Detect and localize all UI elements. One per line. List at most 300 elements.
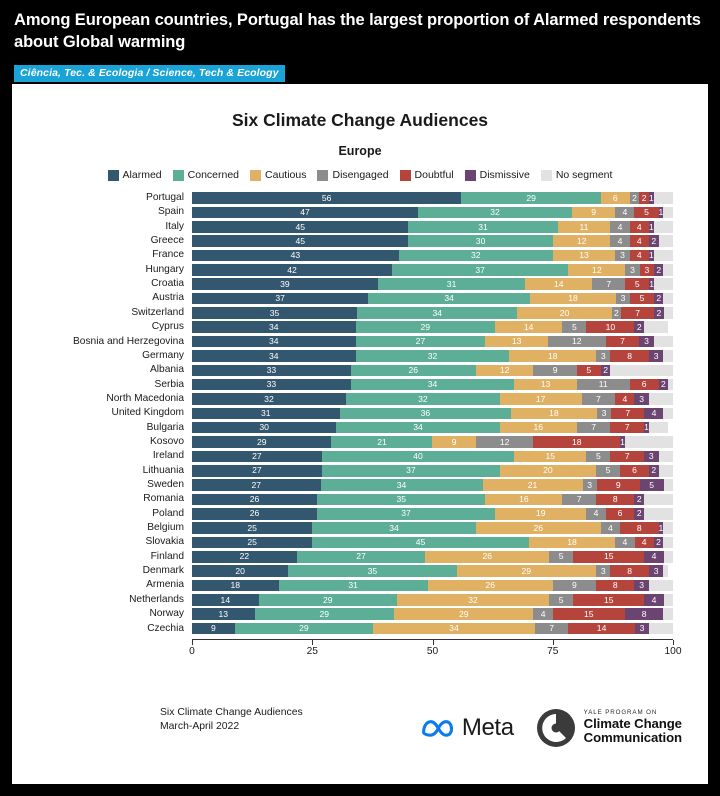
- bar-segment-disengaged: [592, 278, 625, 290]
- bar-segment-disengaged: [533, 608, 552, 620]
- bar-value-label: 4: [617, 221, 623, 232]
- meta-infinity-icon: [420, 717, 456, 739]
- bar-segment-concerned: [235, 623, 373, 635]
- bar-segment-dismissive: [654, 264, 664, 276]
- bar-value-label: 4: [651, 594, 657, 605]
- bar-value-label: 32: [427, 350, 438, 361]
- bar-value-label: 2: [656, 293, 662, 304]
- legend-item-concerned[interactable]: [173, 169, 239, 181]
- category-tag[interactable]: Ciência, Tec. & Ecologia / Science, Tech & Ecology: [14, 65, 285, 82]
- bar-value-label: 9: [615, 479, 621, 490]
- bar-segment-alarmed: [192, 422, 336, 434]
- bar-value-label: 11: [579, 221, 589, 232]
- chart-row: [151, 320, 673, 334]
- bar-value-label: 14: [553, 278, 564, 289]
- bar-value-label: 3: [620, 293, 626, 304]
- bar-value-label: 35: [367, 565, 378, 576]
- stacked-bar: [192, 235, 673, 247]
- stacked-bar: [192, 422, 673, 434]
- bar-value-label: 27: [415, 336, 426, 347]
- bar-segment-disengaged: [562, 494, 596, 506]
- bar-value-label: 18: [568, 293, 578, 304]
- bar-segment-dismissive: [649, 465, 659, 477]
- meta-logo: [420, 714, 514, 742]
- bar-segment-doubtful: [533, 436, 620, 448]
- bar-value-label: 15: [603, 551, 614, 562]
- bar-value-label: 18: [567, 537, 577, 548]
- bar-segment-no-segment: [663, 207, 673, 219]
- y-axis-label: Sweden: [147, 479, 184, 490]
- bar-segment-dismissive: [634, 580, 648, 592]
- bar-segment-disengaged: [596, 565, 610, 577]
- bar-segment-alarmed: [192, 508, 317, 520]
- bar-value-label: 40: [413, 451, 423, 462]
- bar-value-label: 4: [593, 508, 599, 519]
- bar-segment-doubtful: [621, 307, 654, 319]
- chart-row: [150, 550, 673, 564]
- bar-segment-concerned: [351, 365, 476, 377]
- bar-segment-dismissive: [634, 393, 648, 405]
- bar-segment-doubtful: [615, 393, 634, 405]
- bar-segment-no-segment: [644, 508, 673, 520]
- bar-segment-alarmed: [192, 580, 279, 592]
- y-axis-label: Cyprus: [151, 321, 184, 333]
- bar-segment-no-segment: [654, 221, 673, 233]
- bar-value-label: 20: [235, 565, 245, 576]
- bar-segment-doubtful: [610, 451, 644, 463]
- chart-row: [143, 492, 673, 506]
- bar-segment-doubtful: [611, 408, 644, 420]
- bar-segment-concerned: [351, 379, 515, 391]
- stacked-bar: [192, 608, 673, 620]
- bar-value-label: 3: [600, 350, 606, 361]
- bar-value-label: 32: [264, 393, 274, 404]
- x-axis-tick: [192, 640, 193, 645]
- bar-value-label: 3: [644, 264, 650, 275]
- bar-value-label: 1: [648, 221, 654, 232]
- chart-card: [12, 84, 708, 784]
- bar-value-label: 4: [622, 537, 628, 548]
- y-axis-label: Germany: [142, 349, 184, 361]
- bar-segment-dismissive: [659, 379, 669, 391]
- bar-segment-disengaged: [533, 365, 576, 377]
- bar-segment-concerned: [408, 221, 557, 233]
- bar-value-label: 34: [427, 379, 438, 390]
- y-axis-label: Slovakia: [145, 536, 184, 548]
- bar-segment-concerned: [255, 608, 394, 620]
- bar-value-label: 3: [630, 264, 635, 275]
- bar-value-label: 2: [656, 307, 662, 318]
- y-axis-label: Bosnia and Herzegovina: [72, 335, 184, 347]
- bar-segment-concerned: [336, 422, 500, 434]
- chart-row: [146, 421, 673, 435]
- bar-segment-doubtful: [630, 293, 654, 305]
- bar-value-label: 14: [523, 321, 534, 332]
- stacked-bar: [192, 379, 673, 391]
- bar-segment-disengaged: [601, 522, 620, 534]
- yale-program-label: YALE PROGRAM ON: [583, 708, 658, 716]
- bar-segment-doubtful: [610, 565, 648, 577]
- bar-value-label: 31: [261, 408, 271, 419]
- legend-swatch-icon: [465, 170, 476, 181]
- bar-value-label: 4: [641, 537, 647, 548]
- bar-value-label: 29: [526, 192, 536, 203]
- bar-segment-disengaged: [586, 508, 605, 520]
- legend-item-cautious[interactable]: [250, 169, 306, 181]
- bar-value-label: 26: [533, 522, 544, 533]
- bar-value-label: 4: [651, 408, 657, 419]
- bar-segment-disengaged: [630, 192, 640, 204]
- bar-value-label: 39: [280, 278, 290, 289]
- x-axis-tick-label: 0: [189, 645, 195, 657]
- bar-value-label: 1: [644, 422, 649, 433]
- bar-value-label: 13: [540, 379, 551, 390]
- bar-value-label: 8: [612, 580, 618, 591]
- stacked-bar: [192, 537, 673, 549]
- bar-segment-dismissive: [644, 408, 663, 420]
- bar-value-label: 4: [651, 551, 657, 562]
- bar-segment-doubtful: [606, 336, 640, 348]
- bar-value-label: 37: [275, 293, 285, 304]
- bar-value-label: 32: [468, 594, 478, 605]
- bar-value-label: 34: [268, 336, 279, 347]
- y-axis-label: Ireland: [152, 450, 184, 462]
- bar-segment-no-segment: [663, 264, 673, 276]
- y-axis-label: North Macedonia: [106, 392, 184, 404]
- y-axis-label: Finland: [150, 550, 184, 562]
- stacked-bar: [192, 207, 673, 219]
- bar-value-label: 31: [348, 580, 358, 591]
- bar-value-label: 37: [475, 264, 485, 275]
- bar-segment-disengaged: [625, 264, 639, 276]
- legend-label: Alarmed: [122, 169, 162, 181]
- legend-item-doubtful[interactable]: [400, 169, 454, 181]
- bar-segment-alarmed: [192, 293, 368, 305]
- chart-row: [147, 478, 673, 492]
- bar-segment-no-segment: [610, 365, 673, 377]
- bar-value-label: 5: [558, 551, 564, 562]
- bar-value-label: 26: [408, 365, 419, 375]
- bar-value-label: 33: [266, 365, 277, 375]
- legend-swatch-icon: [250, 170, 261, 181]
- bar-value-label: 7: [596, 393, 601, 404]
- bar-segment-alarmed: [192, 379, 351, 391]
- bar-value-label: 7: [624, 451, 630, 462]
- bar-value-label: 25: [247, 537, 257, 548]
- bar-segment-cautious: [394, 608, 533, 620]
- bar-segment-dismissive: [654, 293, 664, 305]
- bar-segment-no-segment: [668, 379, 673, 391]
- chart-row: [157, 205, 673, 219]
- bar-value-label: 1: [658, 207, 664, 218]
- legend-label: Disengaged: [332, 169, 389, 181]
- bar-segment-dismissive: [654, 537, 664, 549]
- legend-swatch-icon: [400, 170, 411, 181]
- bar-segment-cautious: [553, 235, 611, 247]
- bar-value-label: 30: [259, 422, 269, 433]
- bar-value-label: 6: [612, 192, 618, 203]
- stacked-bar: [192, 522, 673, 534]
- chart-row: [129, 593, 673, 607]
- bar-segment-concerned: [356, 336, 486, 348]
- bar-value-label: 1: [658, 522, 664, 533]
- bar-segment-doubtful: [586, 321, 634, 333]
- legend-label: Cautious: [265, 169, 307, 181]
- bar-segment-no-segment: [649, 580, 673, 592]
- bar-segment-alarmed: [192, 365, 351, 377]
- bar-segment-concerned: [322, 451, 514, 463]
- bar-value-label: 8: [636, 522, 642, 533]
- legend-item-dismissive[interactable]: [465, 169, 530, 181]
- bar-segment-cautious: [572, 207, 615, 219]
- legend-swatch-icon: [541, 170, 552, 181]
- y-axis-label: Norway: [149, 608, 184, 620]
- bar-value-label: 18: [549, 408, 559, 419]
- bar-segment-alarmed: [192, 393, 346, 405]
- chart-row: [142, 564, 673, 578]
- stacked-bar: [192, 623, 673, 635]
- bar-value-label: 1: [649, 278, 654, 289]
- bar-segment-concerned: [408, 235, 552, 247]
- bar-segment-cautious: [514, 379, 577, 391]
- bar-value-label: 4: [540, 608, 546, 619]
- bar-value-label: 42: [287, 264, 297, 275]
- bar-value-label: 5: [644, 207, 649, 218]
- bar-value-label: 2: [656, 537, 661, 548]
- bar-segment-disengaged: [615, 250, 629, 262]
- bar-segment-disengaged: [616, 293, 630, 305]
- bar-segment-doubtful: [573, 594, 644, 606]
- bar-value-label: 7: [620, 336, 625, 347]
- y-axis-label: Spain: [157, 206, 184, 218]
- bar-value-label: 29: [256, 436, 267, 447]
- bar-segment-concerned: [322, 465, 500, 477]
- bar-value-label: 7: [606, 278, 612, 289]
- chart-row: [142, 349, 673, 363]
- stacked-bar: [192, 436, 673, 448]
- bar-value-label: 4: [636, 250, 642, 261]
- bar-segment-disengaged: [549, 551, 573, 563]
- bar-value-label: 15: [584, 608, 594, 619]
- bar-segment-alarmed: [192, 451, 322, 463]
- yale-line-1: Climate Change: [583, 715, 682, 731]
- bar-segment-no-segment: [649, 422, 668, 434]
- bar-value-label: 10: [605, 321, 616, 332]
- bar-value-label: 30: [475, 235, 486, 246]
- bar-value-label: 2: [632, 192, 637, 203]
- bar-segment-no-segment: [664, 551, 674, 563]
- bar-segment-dismissive: [625, 608, 663, 620]
- bar-value-label: 26: [482, 551, 493, 562]
- bar-segment-doubtful: [639, 192, 649, 204]
- stacked-bar: [192, 307, 673, 319]
- bar-segment-concerned: [356, 350, 510, 362]
- bar-value-label: 29: [420, 321, 431, 332]
- bar-value-label: 19: [535, 508, 546, 519]
- bar-segment-doubtful: [620, 522, 658, 534]
- x-axis-tick: [312, 640, 313, 645]
- bar-value-label: 29: [319, 608, 330, 619]
- legend-label: Doubtful: [414, 169, 454, 181]
- bar-segment-doubtful: [625, 278, 649, 290]
- tag-row: [14, 63, 706, 82]
- y-axis-label: Portugal: [146, 192, 184, 203]
- bar-segment-alarmed: [192, 307, 357, 319]
- article-header: [0, 0, 720, 92]
- chart-row: [145, 263, 673, 277]
- bar-segment-no-segment: [659, 235, 673, 247]
- bar-segment-alarmed: [192, 436, 331, 448]
- bar-segment-disengaged: [535, 623, 568, 635]
- yale-wordmark: [584, 710, 682, 747]
- bar-segment-doubtful: [568, 623, 635, 635]
- bar-value-label: 26: [249, 494, 260, 505]
- bar-value-label: 3: [653, 350, 659, 361]
- chart-plot-area: [12, 191, 708, 636]
- bar-segment-concerned: [346, 393, 500, 405]
- meta-wordmark: Meta: [461, 714, 514, 741]
- bar-segment-cautious: [428, 580, 553, 592]
- bar-segment-no-segment: [663, 293, 673, 305]
- bar-value-label: 3: [644, 336, 649, 347]
- bar-segment-cautious: [517, 307, 611, 319]
- bar-segment-alarmed: [192, 192, 461, 204]
- bar-segment-dismissive: [640, 479, 664, 491]
- bar-segment-cautious: [485, 494, 562, 506]
- bar-segment-cautious: [457, 565, 596, 577]
- stacked-bar: [192, 479, 673, 491]
- bar-value-label: 2: [636, 321, 642, 332]
- bar-segment-alarmed: [192, 264, 392, 276]
- bar-segment-disengaged: [583, 479, 597, 491]
- chart-row: [150, 234, 673, 248]
- bar-value-label: 8: [627, 350, 633, 361]
- bar-segment-alarmed: [192, 350, 356, 362]
- bar-value-label: 14: [596, 623, 607, 634]
- bar-value-label: 4: [617, 235, 623, 246]
- legend-item-no-segment[interactable]: [541, 169, 613, 181]
- bar-value-label: 12: [499, 365, 510, 375]
- bar-segment-no-segment: [654, 278, 673, 290]
- bar-segment-cautious: [530, 293, 616, 305]
- bar-value-label: 12: [499, 436, 510, 447]
- legend-label: No segment: [555, 169, 613, 181]
- y-axis-label: Romania: [143, 493, 184, 505]
- bar-segment-cautious: [495, 321, 562, 333]
- bar-segment-alarmed: [192, 465, 322, 477]
- bar-segment-cautious: [476, 365, 534, 377]
- bar-value-label: 27: [252, 451, 262, 462]
- bar-segment-doubtful: [630, 235, 649, 247]
- chart-row: [72, 334, 673, 348]
- bar-segment-concerned: [331, 436, 432, 448]
- x-axis: [189, 639, 682, 662]
- bar-segment-concerned: [392, 264, 568, 276]
- legend-label: Concerned: [187, 169, 240, 181]
- bar-value-label: 14: [220, 594, 231, 605]
- bar-value-label: 27: [251, 479, 262, 490]
- chart-row: [111, 406, 673, 420]
- bar-value-label: 29: [521, 565, 532, 576]
- bar-segment-no-segment: [663, 608, 673, 620]
- bar-value-label: 15: [545, 451, 556, 462]
- bar-segment-alarmed: [192, 608, 255, 620]
- bar-value-label: 5: [605, 465, 611, 476]
- bar-segment-disengaged: [596, 350, 610, 362]
- bar-value-label: 37: [401, 508, 411, 519]
- logo-group: [420, 708, 682, 748]
- stacked-bar: [192, 365, 673, 377]
- bar-segment-cautious: [558, 221, 611, 233]
- bar-segment-concerned: [461, 192, 600, 204]
- bar-value-label: 9: [451, 436, 457, 447]
- stacked-bar: [192, 336, 673, 348]
- stacked-bar: [192, 565, 673, 577]
- bar-value-label: 34: [268, 321, 279, 332]
- legend-item-alarmed[interactable]: [108, 169, 162, 181]
- stacked-bar: [192, 221, 673, 233]
- bar-segment-cautious: [500, 422, 577, 434]
- bar-value-label: 4: [636, 235, 642, 246]
- bar-segment-alarmed: [192, 235, 408, 247]
- bar-value-label: 20: [543, 465, 553, 476]
- bar-segment-no-segment: [659, 451, 673, 463]
- stacked-bar: [192, 508, 673, 520]
- chart-row: [106, 392, 673, 406]
- bar-value-label: 2: [651, 235, 657, 246]
- bar-value-label: 37: [406, 465, 416, 476]
- bar-segment-dismissive: [644, 551, 663, 563]
- y-axis-label: Serbia: [154, 378, 184, 390]
- bar-value-label: 34: [396, 479, 407, 490]
- bar-value-label: 34: [444, 293, 454, 304]
- legend-swatch-icon: [108, 170, 119, 181]
- yale-circle-icon: [536, 708, 576, 748]
- bar-segment-concerned: [378, 278, 526, 290]
- chart-footer: [12, 706, 708, 766]
- bar-segment-concerned: [340, 408, 511, 420]
- bar-segment-doubtful: [597, 479, 640, 491]
- bar-value-label: 8: [627, 565, 633, 576]
- bar-value-label: 35: [269, 307, 280, 318]
- bar-segment-cautious: [525, 278, 592, 290]
- bar-value-label: 26: [249, 508, 260, 519]
- bar-segment-dismissive: [644, 451, 658, 463]
- bar-value-label: 34: [268, 350, 279, 361]
- bar-value-label: 13: [579, 250, 589, 261]
- chart-row: [165, 220, 673, 234]
- bar-value-label: 27: [252, 465, 262, 476]
- bar-value-label: 47: [300, 207, 310, 218]
- bar-value-label: 16: [533, 422, 544, 433]
- bar-segment-dismissive: [601, 365, 611, 377]
- bar-segment-doubtful: [573, 551, 644, 563]
- yale-logo: [536, 708, 682, 748]
- bar-value-label: 3: [648, 451, 654, 462]
- bar-segment-concerned: [312, 522, 476, 534]
- bar-segment-disengaged: [577, 422, 611, 434]
- bar-value-label: 31: [446, 278, 457, 289]
- stacked-bar: [192, 321, 673, 333]
- bar-segment-doubtful: [596, 580, 634, 592]
- bar-segment-concerned: [356, 321, 495, 333]
- legend-item-disengaged[interactable]: [317, 169, 388, 181]
- bar-value-label: 8: [612, 494, 618, 505]
- bar-segment-concerned: [399, 250, 553, 262]
- bar-segment-dismissive: [644, 594, 663, 606]
- bar-value-label: 26: [485, 580, 495, 591]
- bar-value-label: 13: [218, 608, 229, 619]
